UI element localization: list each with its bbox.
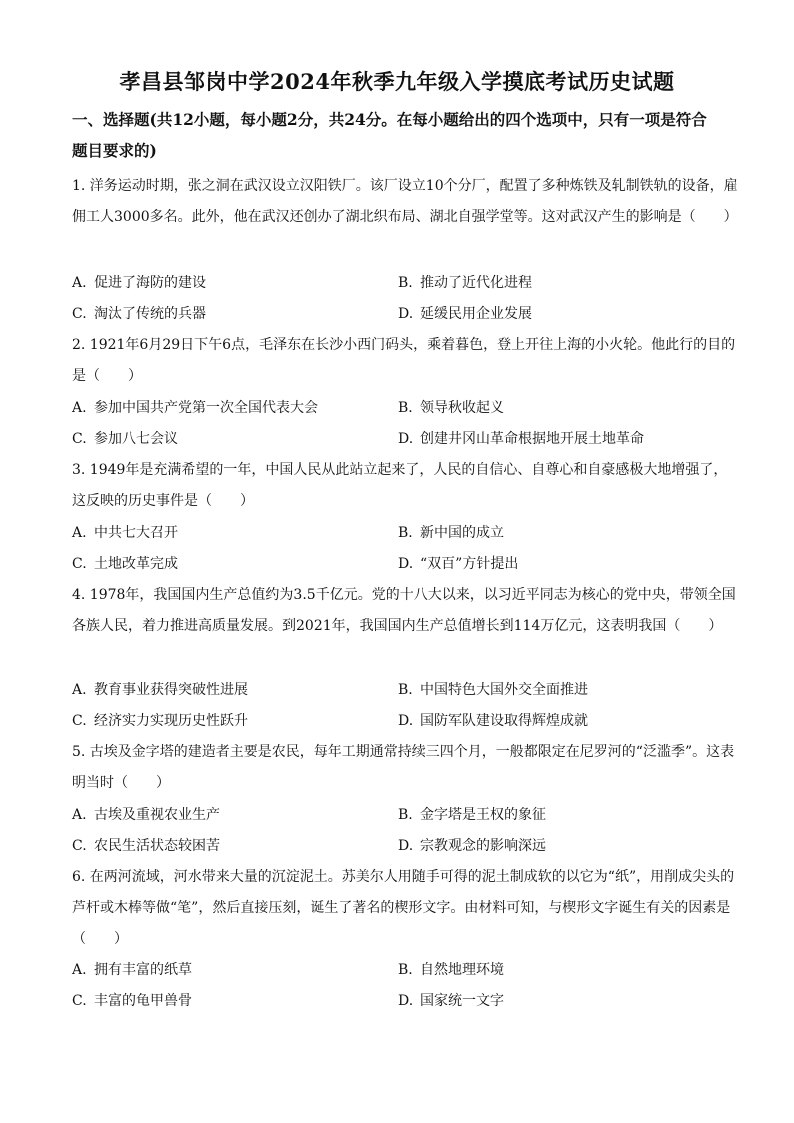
option-d[interactable]: D. 宗教观念的影响深远	[398, 838, 546, 854]
option-c[interactable]: C. 参加八七会议	[72, 431, 178, 447]
option-a[interactable]: A. 拥有丰富的纸草	[72, 962, 192, 978]
option-c[interactable]: C. 农民生活状态较困苦	[72, 838, 220, 854]
option-d[interactable]: D. 创建井冈山革命根据地开展土地革命	[398, 431, 644, 447]
option-b[interactable]: B. 推动了近代化进程	[398, 275, 532, 291]
question-1-stem: 1. 洋务运动时期，张之洞在武汉设立汉阳铁厂。该厂设立10个分厂，配置了多种炼铁及轧制铁轨的设备，雇佣工人3000多名。此外，他在武汉还创办了湖北织布局、湖北自强学堂等。这对武汉产生的影响是（ ）	[72, 178, 738, 225]
option-d[interactable]: D. “双百”方针提出	[398, 556, 519, 572]
option-b[interactable]: B. 新中国的成立	[398, 525, 504, 541]
question-3-options	[72, 518, 738, 580]
section-heading: 一、选择题(共12小题，每小题2分，共24分。在每小题给出的四个选项中，只有一项是符合题目要求的)	[72, 110, 707, 160]
option-a[interactable]: A. 参加中国共产党第一次全国代表大会	[72, 400, 318, 416]
option-a[interactable]: A. 促进了海防的建设	[72, 275, 206, 291]
question-2-options	[72, 393, 738, 455]
option-b[interactable]: B. 自然地理环境	[398, 962, 504, 978]
option-c[interactable]: C. 丰富的龟甲兽骨	[72, 993, 192, 1009]
option-c[interactable]: C. 土地改革完成	[72, 556, 178, 572]
option-a[interactable]: A. 古埃及重视农业生产	[72, 807, 220, 823]
question-4-stem: 4. 1978年，我国国内生产总值约为3.5千亿元。党的十八大以来，以习近平同志为核心的党中央，带领全国各族人民，着力推进高质量发展。到2021年，我国国内生产总值增长到114万亿元，这表明我国（ ）	[72, 587, 736, 634]
option-a[interactable]: A. 中共七大召开	[72, 525, 178, 541]
question-1-options	[72, 268, 738, 330]
option-d[interactable]: D. 延缓民用企业发展	[398, 306, 532, 322]
question-3-stem: 3. 1949年是充满希望的一年，中国人民从此站立起来了，人民的自信心、自尊心和自豪感极大地增强了，这反映的历史事件是（ ）	[72, 462, 728, 509]
question-5-stem: 5. 古埃及金字塔的建造者主要是农民，每年工期通常持续三四个月，一般都限定在尼罗河的“泛滥季”。这表明当时（ ）	[72, 744, 735, 791]
option-d[interactable]: D. 国家统一文字	[398, 993, 504, 1009]
question-6-options	[72, 955, 738, 1017]
question-4-options	[72, 675, 738, 737]
exam-title: 孝昌县邹岗中学2024年秋季九年级入学摸底考试历史试题	[119, 69, 675, 94]
question-2-stem: 2. 1921年6月29日下午6点，毛泽东在长沙小西门码头，乘着暮色，登上开往上海的小火轮。他此行的目的是（ ）	[72, 337, 736, 384]
option-c[interactable]: C. 经济实力实现历史性跃升	[72, 713, 248, 729]
option-c[interactable]: C. 淘汰了传统的兵器	[72, 306, 206, 322]
option-b[interactable]: B. 领导秋收起义	[398, 400, 504, 416]
option-b[interactable]: B. 中国特色大国外交全面推进	[398, 682, 588, 698]
question-5-options	[72, 800, 738, 862]
option-d[interactable]: D. 国防军队建设取得辉煌成就	[398, 713, 588, 729]
option-a[interactable]: A. 教育事业获得突破性进展	[72, 682, 248, 698]
option-b[interactable]: B. 金字塔是王权的象征	[398, 807, 546, 823]
question-6-stem: 6. 在两河流域，河水带来大量的沉淀泥土。苏美尔人用随手可得的泥土制成软的以它为“纸”，用削成尖头的芦杆或木棒等做“笔”，然后直接压刻，诞生了著名的楔形文字。由材料可知，与楔形文字诞生有关的因素是（ ）	[72, 869, 735, 947]
